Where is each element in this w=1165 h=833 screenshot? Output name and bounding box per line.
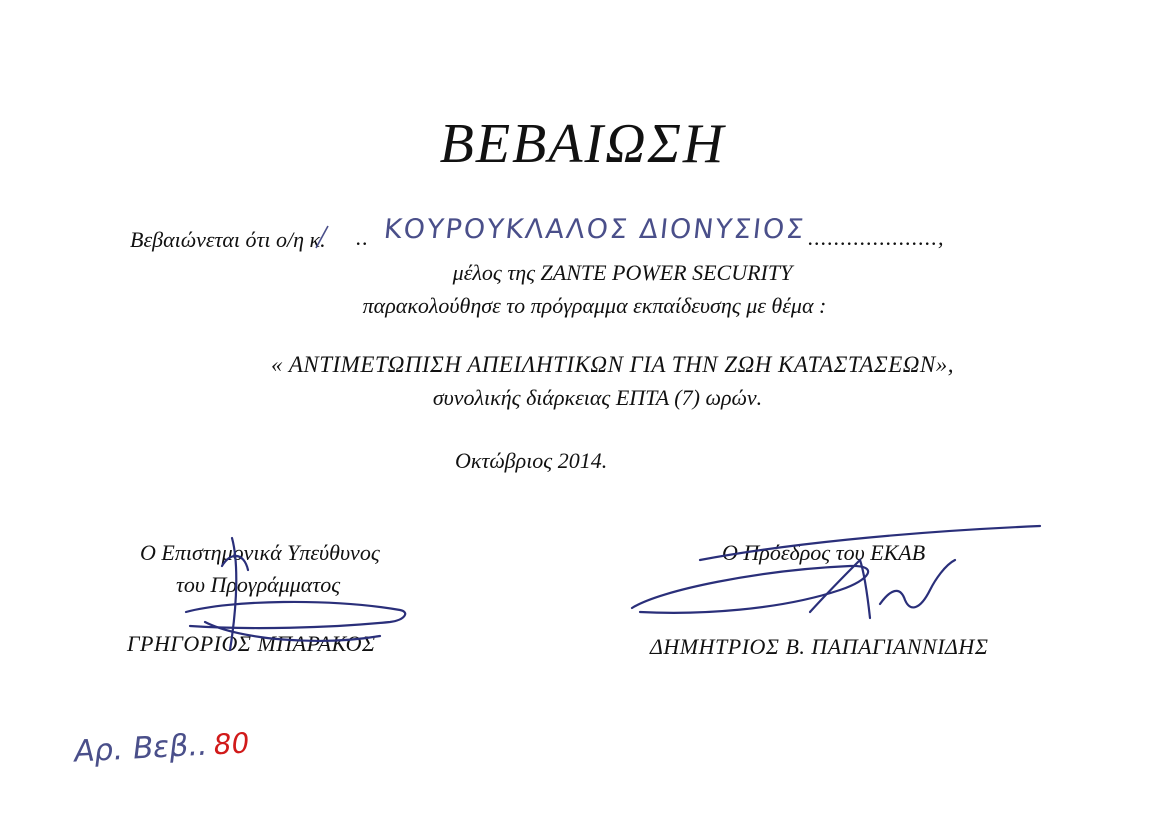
certificate-title: ΒΕΒΑΙΩΣΗ — [439, 113, 726, 175]
course-title: « ΑΝΤΙΜΕΤΩΠΙΣΗ ΑΠΕΙΛΗΤΙΚΩΝ ΓΙΑ ΤΗΝ ΖΩΗ ΚΑΤΑΣΤΑΣΕΩΝ», — [271, 352, 954, 377]
note-number: 80 — [211, 726, 252, 762]
left-signatory-name: ΓΡΗΓΟΡΙΟΣ ΜΠΑΡΑΚΟΣ — [127, 631, 376, 656]
handwritten-note — [72, 725, 251, 769]
attestation-prefix: Βεβαιώνεται ότι ο/η κ. — [130, 227, 326, 252]
certificate-date: Οκτώβριος 2014. — [455, 448, 608, 473]
left-signatory-title-1: Ο Επιστημονικά Υπεύθυνος — [140, 540, 380, 565]
dotted-line-tail: ...................., — [808, 225, 945, 250]
note-text: Αρ. Βεβ.. — [71, 727, 210, 770]
attended-line: παρακολούθησε το πρόγραμμα εκπαίδευσης με θέμα : — [362, 293, 827, 318]
right-signatory-name: ΔΗΜΗΤΡΙΟΣ Β. ΠΑΠΑΓΙΑΝΝΙΔΗΣ — [650, 634, 989, 659]
right-signatory-title: Ο Πρόεδρος του ΕΚΑΒ — [722, 540, 926, 565]
dotted-line-lead: .. — [356, 225, 369, 250]
duration-line: συνολικής διάρκειας ΕΠΤΑ (7) ωρών. — [432, 385, 763, 410]
recipient-name: ΚΟΥΡΟΥΚΛΑΛΟΣ ΔΙΟΝΥΣΙΟΣ — [382, 214, 807, 245]
member-line: μέλος της ZANTE POWER SECURITY — [452, 260, 793, 285]
left-signatory-title-2: του Προγράμματος — [176, 572, 341, 597]
